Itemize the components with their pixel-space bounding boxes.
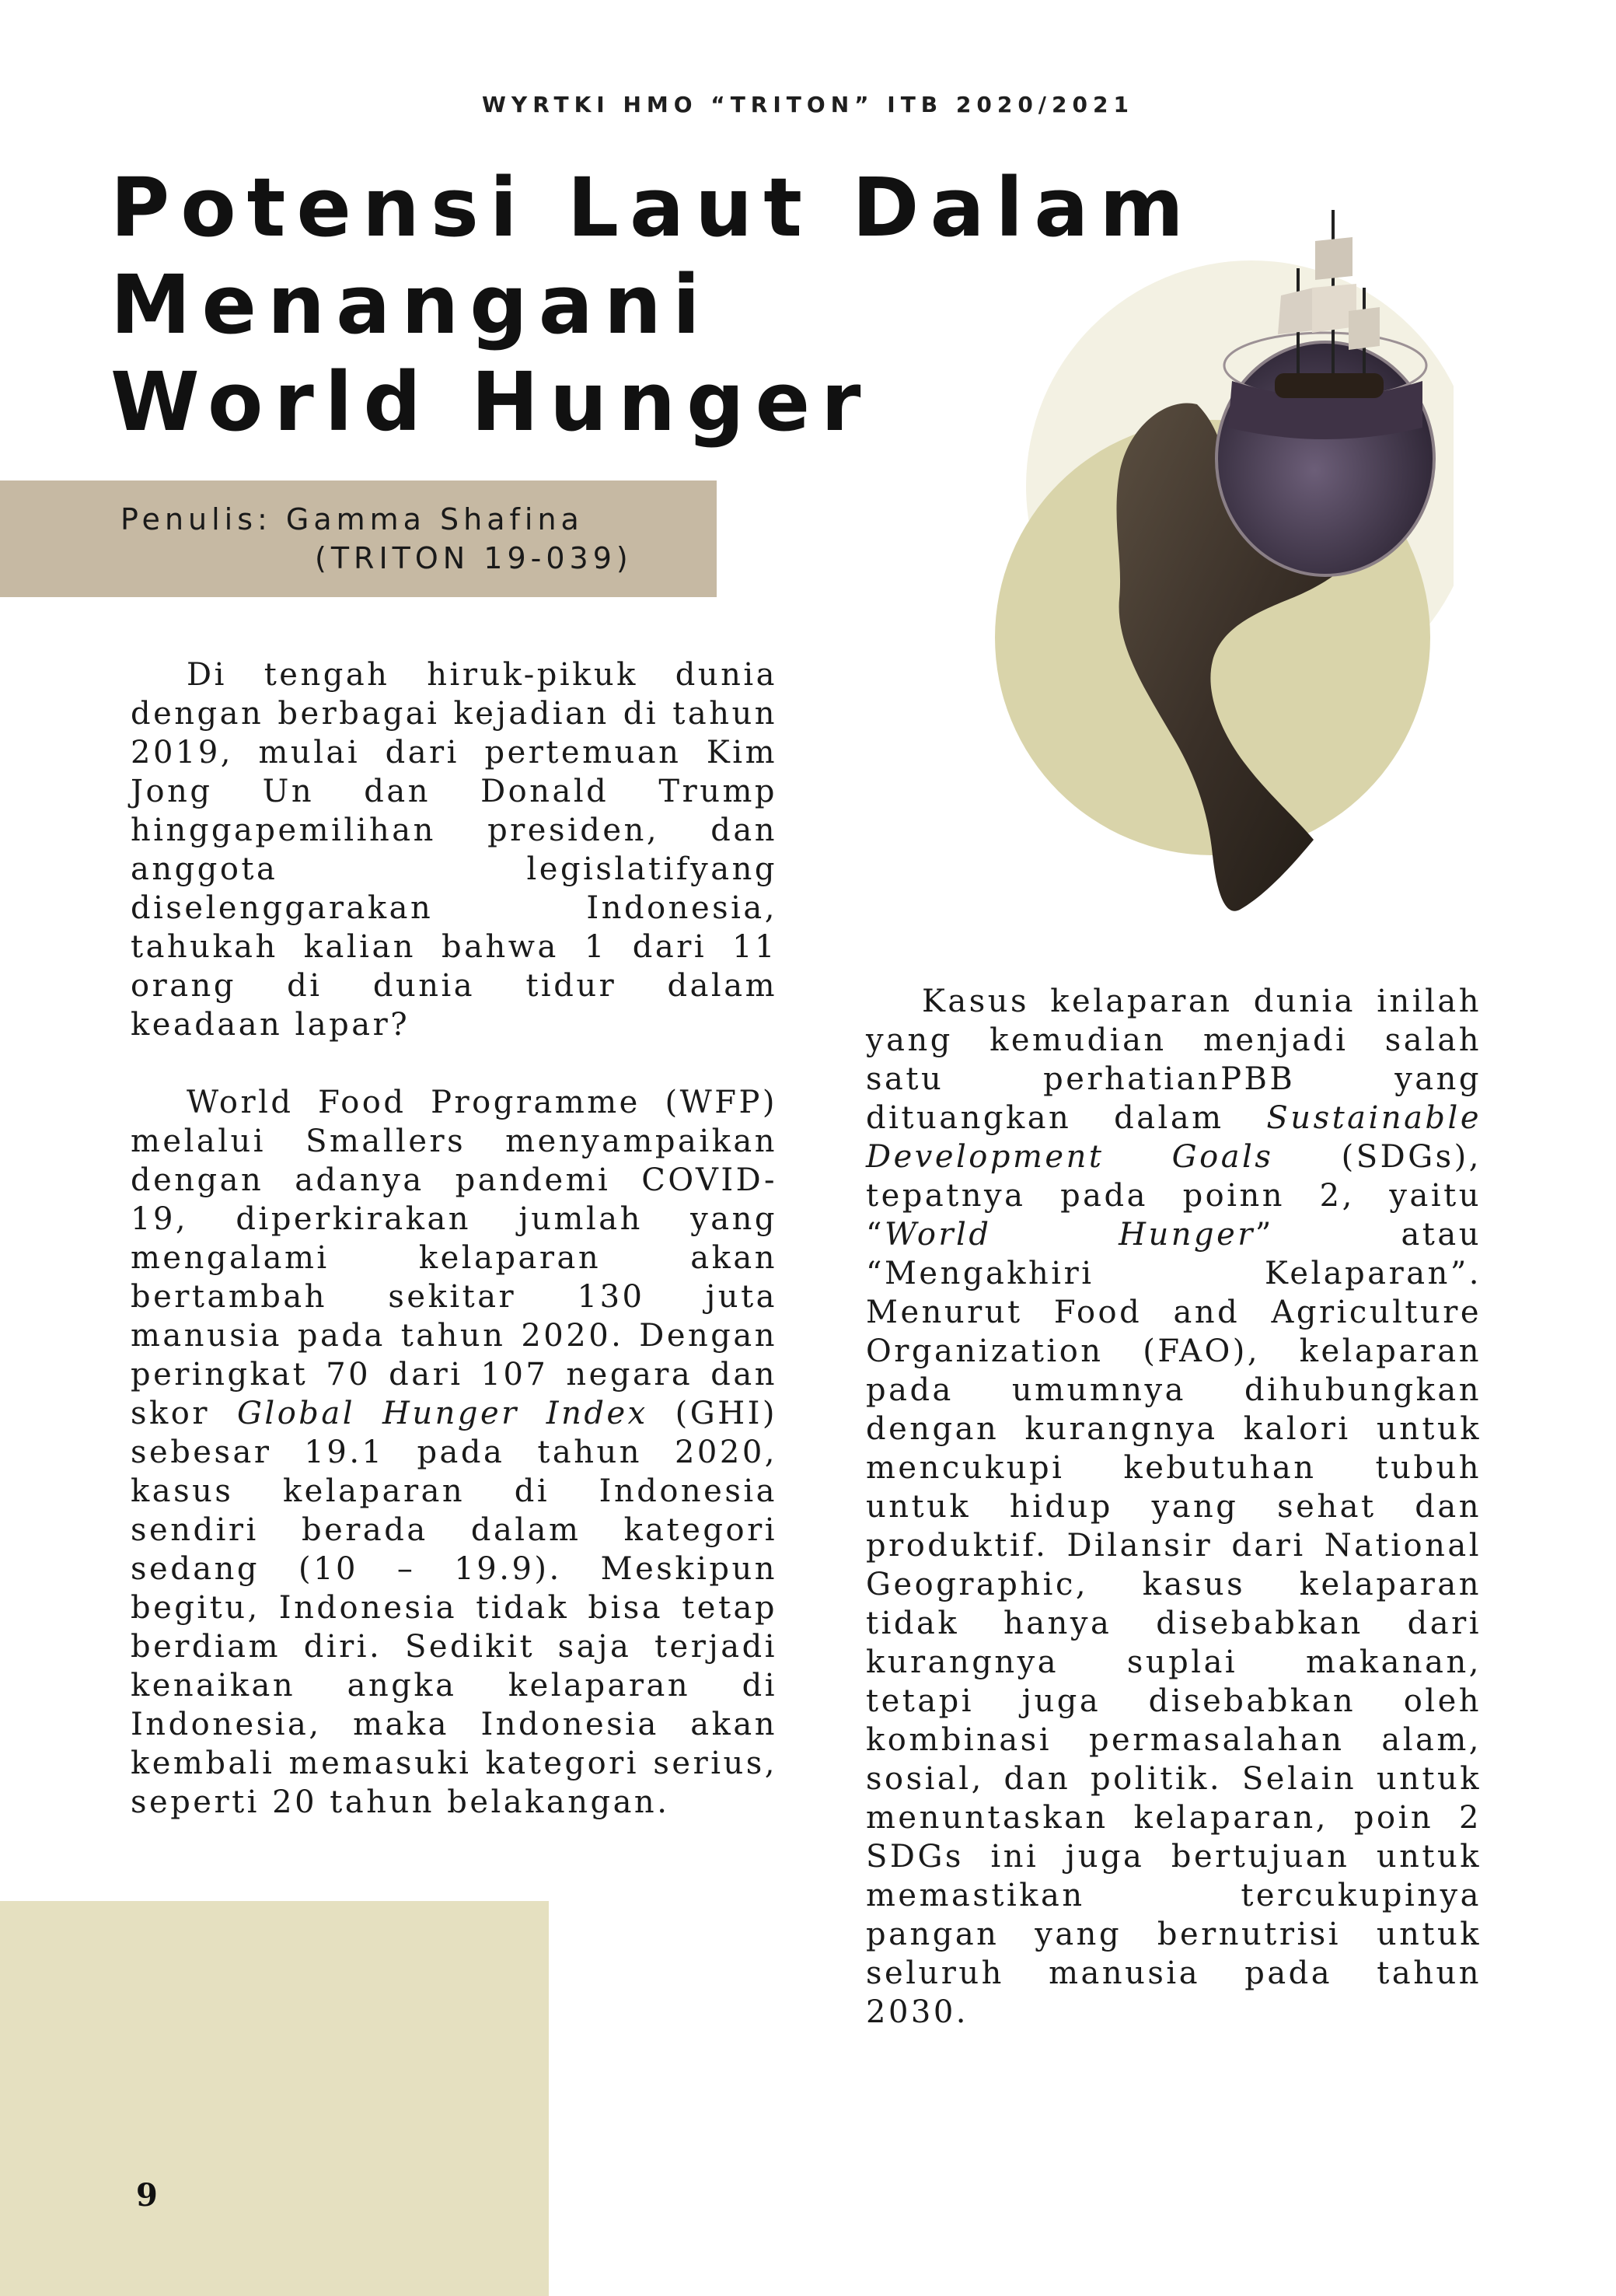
author-band <box>0 481 717 597</box>
title-line: World Hunger <box>110 355 872 449</box>
body-paragraph: World Food Programme (WFP) melalui Smallers menyampaikan dengan adanya pandemi COVID-19, diperkirakan jumlah yang mengalami kelaparan akan bertambah sekitar 130 juta manusia pada tahun 2020. Dengan peringkat 70 dari 107 negara dan skor Global Hunger Index (GHI) sebesar 19.1 pada tahun 2020, kasus kelaparan di Indonesia sendiri berada dalam kategori sedang (10 – 19.9). Meskipun begitu, Indonesia tidak bisa tetap berdiam diri. Sedikit saja terjadi kenaikan angka kelaparan di Indonesia, maka Indonesia akan kembali memasuki kategori serius, seperti 20 tahun belakangan. <box>131 1085 778 1820</box>
body-paragraph: Kasus kelaparan dunia inilah yang kemudian menjadi salah satu perhatianPBB yang dituangkan dalam Sustainable Development Goals (SDGs), tepatnya pada poinn 2, yaitu “World Hunger” atau “Mengakhiri Kelaparan”. Menurut Food and Agriculture Organization (FAO), kelaparan pada umumnya dihubungkan dengan kurangnya kalori untuk mencukupi kebutuhan tubuh untuk hidup yang sehat dan produktif. Dilansir dari National Geographic, kasus kelaparan tidak hanya disebabkan dari kurangnya suplai makanan, tetapi juga disebabkan oleh kombinasi permasalahan alam, sosial, dan politik. Selain untuk menuntaskan kelaparan, poin 2 SDGs ini juga bertujuan untuk memastikan tercukupinya pangan yang bernutrisi untuk seluruh manusia pada tahun 2030. <box>866 984 1482 2030</box>
ship-hull <box>1275 373 1384 398</box>
emphasis: World Hunger <box>884 1217 1255 1253</box>
running-header: WYRTKI HMO “TRITON” ITB 2020/2021 <box>482 92 1134 117</box>
page-number: 9 <box>136 2177 158 2214</box>
title-line: Potensi Laut Dalam <box>110 160 1195 255</box>
body-paragraph: Di tengah hiruk-pikuk dunia dengan berbagai kejadian di tahun 2019, mulai dari pertemuan Kim Jong Un dan Donald Trump hinggapemilihan presiden, dan anggota legislatifyang diselenggarakan Indonesia, tahukah kalian bahwa 1 dari 11 orang di dunia tidur dalam keadaan lapar? <box>131 657 777 1043</box>
right-column <box>866 982 1482 2032</box>
emphasis: Sustainable Development Goals <box>866 1100 1482 1175</box>
ship-sail <box>1349 307 1380 350</box>
author-name: Penulis: Gamma Shafina <box>120 502 584 536</box>
left-column <box>131 655 777 1822</box>
emphasis: Global Hunger Index <box>236 1396 648 1431</box>
title-line: Menangani <box>110 257 711 352</box>
decorative-block <box>0 1901 549 2296</box>
author-id: (TRITON 19-039) <box>315 541 633 575</box>
ship-sail <box>1315 237 1352 280</box>
hand-holding-ship-in-glass-illustration <box>987 194 1454 933</box>
